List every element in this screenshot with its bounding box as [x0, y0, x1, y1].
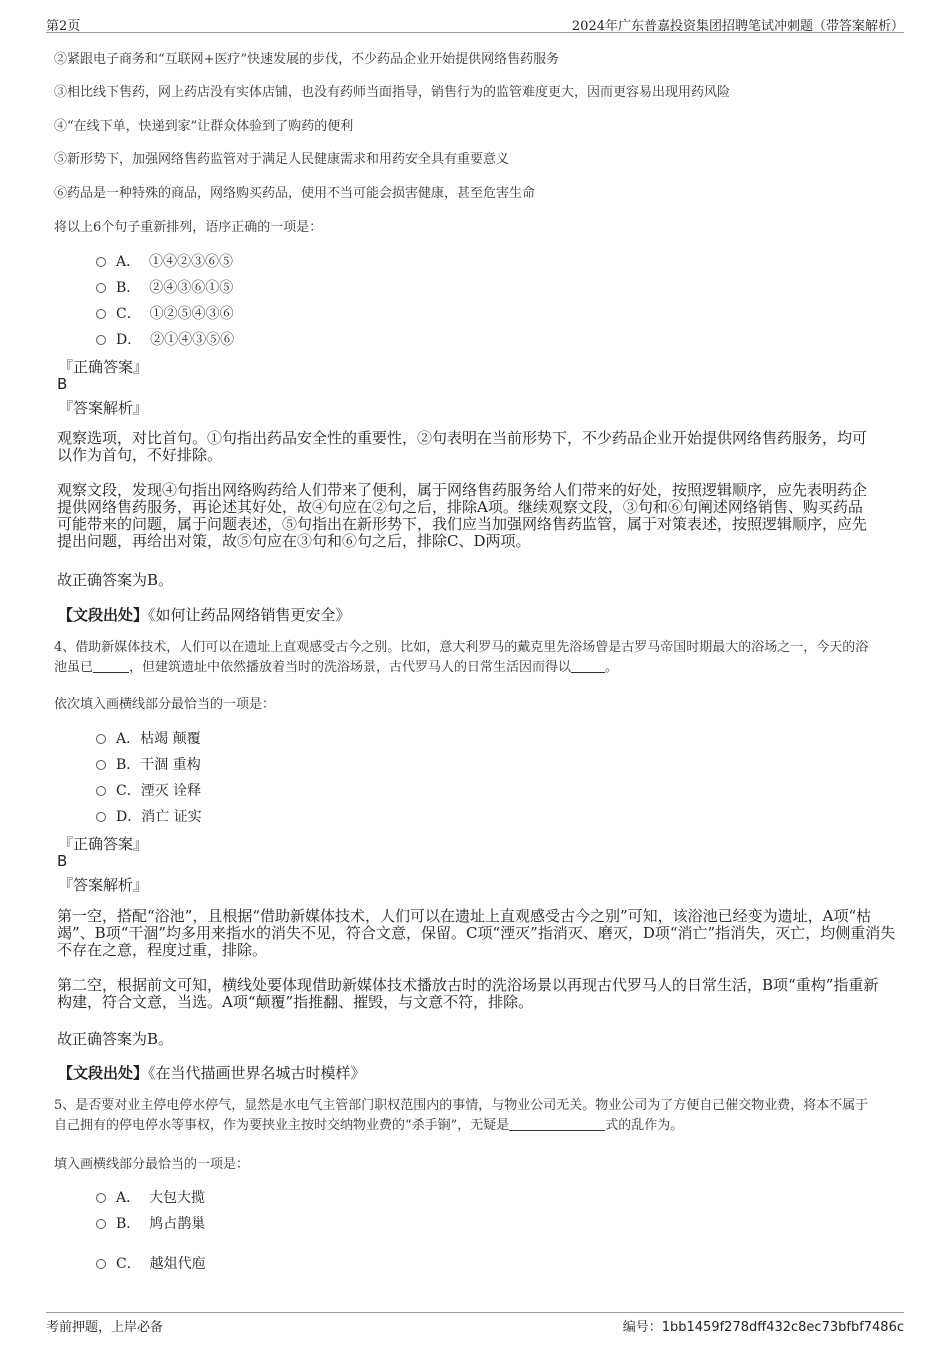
- option-d[interactable]: D． ②①④③⑤⑥: [96, 329, 234, 349]
- question-prompt: 依次填入画横线部分最恰当的一项是：: [54, 697, 276, 712]
- document-title: 2024年广东普嘉投资集团招聘笔试冲刺题（带答案解析）: [571, 19, 904, 34]
- radio-icon[interactable]: [96, 1219, 106, 1229]
- radio-icon[interactable]: [96, 786, 106, 796]
- radio-icon[interactable]: [96, 812, 106, 822]
- fill-blank: [93, 660, 129, 673]
- sentence-6: ⑥药品是一种特殊的商品，网络购买药品，使用不当可能会损害健康，甚至危害生命: [54, 186, 536, 201]
- analysis-paragraph: 观察文段，发现④句指出网络购药给人们带来了便利，属于网络售药服务给人们带来的好处，按照逻辑顺序，应先表明药企 提供网络售药服务，再论述其好处，故④句应在②句之后，排除A项。继续观察文段，③句和⑥句阐述网络销售、购买药品 可能带来的问题，属于问题表述，⑤句指出在新形势下，我们应当加强网络售药监管，属于对策表述，按照逻辑顺序，应先 提出问题，再给出对策，故⑤句应在③句和⑥句之后，排除C、D两项。: [57, 481, 868, 550]
- source-line: 【文段出处】《在当代描画世界名城古时模样》: [58, 1064, 366, 1082]
- radio-icon[interactable]: [96, 1259, 106, 1269]
- answer-label: 『正确答案』: [58, 835, 149, 853]
- conclusion: 故正确答案为B。: [57, 1030, 174, 1048]
- option-c[interactable]: C．湮灭 诠释: [96, 780, 201, 800]
- page-number: 第2页: [46, 19, 81, 34]
- analysis-paragraph: 第一空，搭配“浴池”，且根据“借助新媒体技术，人们可以在遗址上直观感受古今之别”可知，该浴池已经变为遗址，A项“枯 竭”、B项“干涸”均多用来指水的消失不见，符合文意，保留。C项“湮灭”指消灭、磨灭，D项“消亡”指消失，灭亡，均侧重消失 不存在之意，程度过重，排除。: [57, 907, 896, 959]
- page-footer: [46, 1312, 904, 1333]
- radio-icon[interactable]: [96, 283, 106, 293]
- footer-slogan: 考前押题，上岸必备: [46, 1320, 164, 1335]
- option-b[interactable]: B． 鸠占鹊巢: [96, 1213, 205, 1233]
- sentence-4: ④“在线下单，快递到家”让群众体验到了购药的便利: [54, 119, 354, 134]
- question-prompt: 将以上6个句子重新排列，语序正确的一项是：: [54, 220, 323, 235]
- answer-value: B: [57, 375, 68, 393]
- sentence-5: ⑤新形势下，加强网络售药监管对于满足人民健康需求和用药安全具有重要意义: [54, 152, 510, 167]
- question-stem: 5、是否要对业主停电停水停气，显然是水电气主管部门职权范围内的事情，与物业公司无关。物业公司为了方便自己催交物业费，将本不属于 自己拥有的停电停水等事权，作为要挟业主按时交纳物业费的“杀手锏”，无疑是 式的乱作为。: [54, 1098, 869, 1133]
- analysis-paragraph: 第二空，根据前文可知，横线处要体现借助新媒体技术播放古时的洗浴场景以再现古代罗马人的日常生活，B项“重构”指重新 构建，符合文意，当选。A项“颠覆”指推翻、摧毁，与文意不符，排除。: [57, 976, 879, 1011]
- radio-icon[interactable]: [96, 760, 106, 770]
- radio-icon[interactable]: [96, 309, 106, 319]
- option-a[interactable]: A． ①④②③⑥⑤: [96, 251, 233, 271]
- analysis-label: 『答案解析』: [58, 876, 149, 894]
- option-a[interactable]: A． 大包大揽: [96, 1187, 205, 1207]
- question-stem: 4、借助新媒体技术，人们可以在遗址上直观感受古今之别。比如，意大利罗马的戴克里先浴场曾是古罗马帝国时期最大的浴场之一，今天的浴 池虽已 ，但建筑遗址中依然播放着当时的洗浴场景，古代罗马人的日常生活因而得以 。: [54, 640, 869, 675]
- page-header: [46, 14, 904, 33]
- radio-icon[interactable]: [96, 335, 106, 345]
- analysis-paragraph: 观察选项，对比首句。①句指出药品安全性的重要性，②句表明在当前形势下，不少药品企业开始提供网络售药服务，均可 以作为首句，不好排除。: [57, 429, 868, 464]
- option-c[interactable]: C． ①②⑤④③⑥: [96, 303, 234, 323]
- question-prompt: 填入画横线部分最恰当的一项是：: [54, 1157, 250, 1172]
- fill-blank: [571, 660, 605, 673]
- option-c[interactable]: C． 越俎代庖: [96, 1253, 206, 1273]
- sentence-2: ②紧跟电子商务和“互联网+医疗”快速发展的步伐，不少药品企业开始提供网络售药服务: [54, 52, 560, 67]
- answer-label: 『正确答案』: [58, 358, 149, 376]
- sentence-3: ③相比线下售药，网上药店没有实体店铺，也没有药师当面指导，销售行为的监管难度更大，因而更容易出现用药风险: [54, 85, 731, 100]
- option-b[interactable]: B．干涸 重构: [96, 754, 201, 774]
- option-a[interactable]: A．枯竭 颠覆: [96, 728, 201, 748]
- radio-icon[interactable]: [96, 1193, 106, 1203]
- analysis-label: 『答案解析』: [58, 399, 149, 417]
- option-d[interactable]: D．消亡 证实: [96, 806, 202, 826]
- option-b[interactable]: B． ②④③⑥①⑤: [96, 277, 233, 297]
- radio-icon[interactable]: [96, 734, 106, 744]
- radio-icon[interactable]: [96, 257, 106, 267]
- conclusion: 故正确答案为B。: [57, 571, 174, 589]
- document-code: 编号：1bb1459f278dff432c8ec73bfbf7486c: [622, 1320, 904, 1335]
- answer-value: B: [57, 852, 68, 870]
- source-line: 【文段出处】《如何让药品网络销售更安全》: [58, 606, 351, 624]
- fill-blank: [509, 1118, 605, 1131]
